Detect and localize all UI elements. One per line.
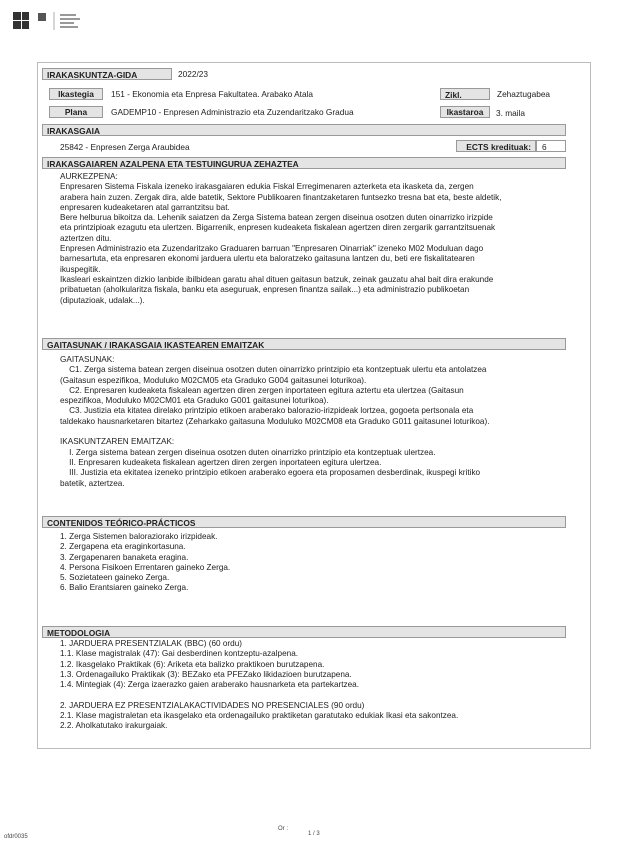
plana-value: GADEMP10 - Enpresen Administrazio eta Zuzendaritzako Gradua bbox=[111, 107, 354, 117]
page-number: 1 / 3 bbox=[308, 831, 320, 837]
contenidos-heading: CONTENIDOS TEÓRICO-PRÁCTICOS bbox=[42, 516, 566, 528]
zikl-value: Zehaztugabea bbox=[497, 89, 551, 99]
metodologia-heading: METODOLOGIA bbox=[42, 626, 566, 638]
year: 2022/23 bbox=[178, 69, 208, 79]
contenidos-text: 1. Zerga Sistemen baloraziorako irizpideak. 2. Zergapena eta eraginkortasuna. 3. Zergapenaren banaketa eragina. 4. Persona Fisikoen Errentaren gaineko Zerga. 5. Sozietateen gaineko Zerga. 6. Balio Erantsiaren gaineko Zerga. bbox=[60, 532, 231, 593]
ikastaroa-label: Ikastaroa bbox=[440, 106, 490, 118]
ikastegia-label: Ikastegia bbox=[49, 88, 103, 100]
plana-label: Plana bbox=[49, 106, 103, 118]
gida-label: IRAKASKUNTZA-GIDA bbox=[42, 68, 172, 80]
gaitasunak-heading: GAITASUNAK / IRAKASGAIA IKASTEAREN EMAITZAK bbox=[42, 338, 566, 350]
irakasgaia-value: 25842 - Enpresen Zerga Araubidea bbox=[60, 142, 190, 152]
footer-sign: Or : bbox=[278, 826, 288, 832]
university-logo-icon bbox=[10, 10, 100, 32]
ects-box bbox=[536, 140, 566, 152]
ikastaroa-value: 3. maila bbox=[496, 108, 526, 118]
gaitasunak-text: GAITASUNAK: C1. Zerga sistema batean zergen diseinua osotzen duten oinarrizko printzipio eta kontzeptuak ulertu eta antolatzea (Gaitasun espezifikoa, Moduluko M02CM05 eta Graduko G004 gaitasunei loturikoa). C2. Enpresaren kudeaketa fiskalean agertzen diren zergen inportateen egitura aztertu eta ulertzea (Gaitasun espezifikoa, Moduluko M02CM01 eta Graduko G001 gaitasunei loturikoa). C3. Justizia eta kitatea direlako printzipio etikoen araberako balorazio-irizpideak lortzea, gogoeta pertsonala eta taldekako hausnarketaren bitartez (Zeharkako gaitasuna Moduluko M02CM08 eta Graduko G011 gaitasunei loturikoa). IKASKUNTZAREN EMAITZAK: I. Zerga sistema batean zergen diseinua osotzen duten oinarrizko printzipio eta kontzeptuak ulertzea. II. Enpresaren kudeaketa fiskalean agertzen diren zergen inportateen egitura ulertzea. III. Justizia eta ekitatea izeneko printzipio etikoen araberako egoera eta proposamen desberdinak, ikuspegi kritiko batetik, aztertzea. bbox=[60, 355, 490, 488]
ects-value: 6 bbox=[542, 142, 547, 152]
azalpena-text: AURKEZPENA: Enpresaren Sistema Fiskala izeneko irakasgaiaren edukia Fiskal Erregimenaren azterketa eta ikasketa da, zergen arabera hain zuzen. Zergak dira, alde batetik, Sektore Publikoaren finantzaketaren funtsezko tresna bat eta, beste aldetik, enpresaren kudeaketaren atal garrantzitsu bat. Bere helburua bikoitza da. Lehenik saiatzen da Zerga Sistema batean zergen diseinua osotzen duten oinarrizko irizpide eta printzipioak ezagutu eta ulertzen. Bigarrenik, enpresen kudeaketa fiskalean agertzen diren zergarik garrantzitsuenak aztertzen ditu. Enpresen Administrazio eta Zuzendaritzako Graduaren barruan "Enpresaren Oinarriak" izeneko M02 Moduluan dago barnesartuta, eta enpresaren ekonomi jarduera ulertu eta baloratzeko gaitasuna lantzen du, beti ere fiskalitatearen ikuspegitik. Ikasleari eskaintzen dizkio lanbide ibilbidean garatu ahal dituen gaitasun batzuk, zeinak gauzatu ahal bait dira erakunde pribatuetan (aholkularitza fiskala, banku eta aseguruak, enpresen finantza sailak...) eta administrazio publikoetan (diputazioak, udalak...). bbox=[60, 172, 502, 305]
azalpena-heading: IRAKASGAIAREN AZALPENA ETA TESTUINGURUA ZEHAZTEA bbox=[42, 157, 566, 169]
footer-code: ofdr0035 bbox=[4, 834, 28, 840]
ikastegia-value: 151 - Ekonomia eta Enpresa Fakultatea. Arabako Atala bbox=[111, 89, 314, 99]
irakasgaia-label: IRAKASGAIA bbox=[42, 124, 566, 136]
ects-label: ECTS kredituak: bbox=[456, 140, 536, 152]
metodologia-text: 1. JARDUERA PRESENTZIALAK (BBC) (60 ordu) 1.1. Klase magistralak (47): Gai desberdinen kontzeptu-azalpena. 1.2. Ikasgelako Praktikak (6): Ariketa eta balizko praktikoen burutzapena. 1.3. Ordenagailuko Praktikak (3): BEZako eta PFEZako likidazioen burutzapena. 1.4. Mintegiak (4): Zerga izaerazko gaien araberako hausnarketa eta partekartzea. 2. JARDUERA EZ PRESENTZIALAKACTIVIDADES NO PRESENCIALES (90 ordu) 2.1. Klase magistraletan eta ikasgelako eta ordenagailuko praktiketan garatutako edukiak Ikasi eta sakontzea. 2.2. Aholkatutako irakurgaiak. bbox=[60, 639, 459, 731]
zikl-label: Zikl. bbox=[440, 88, 490, 100]
